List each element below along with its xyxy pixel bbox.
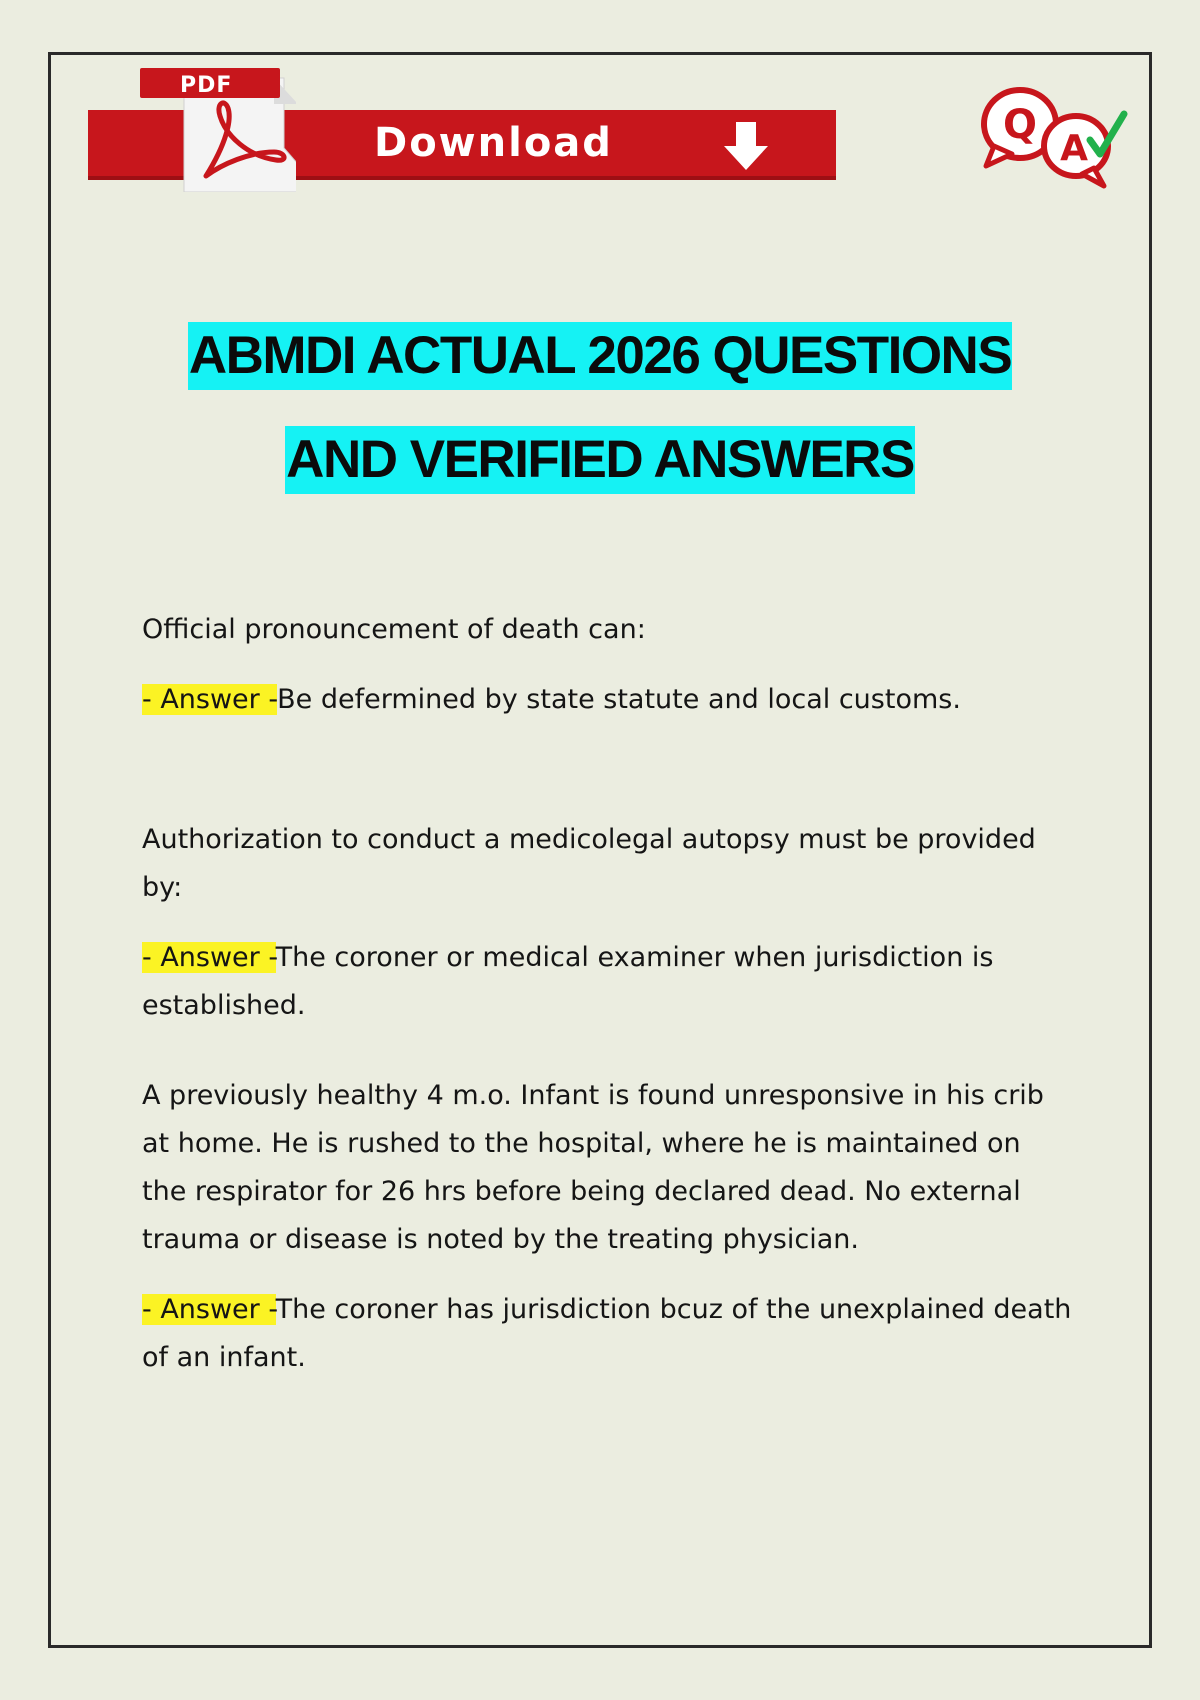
download-label[interactable]: Download (374, 120, 613, 166)
answer-text: The coroner has jurisdiction bcuz of the unexplained death of an infant. (142, 1294, 1072, 1373)
logo-q-letter: Q (1002, 102, 1038, 148)
answer-text: The coroner or medical examiner when jurisdiction is established. (142, 942, 994, 1021)
qa-logo (978, 80, 1128, 190)
question-text: A previously healthy 4 m.o. Infant is found unresponsive in his crib at home. He is rushed to the hospital, where he is maintained on the respirator for 26 hrs before being declared dead. No external trauma or disease is noted by the treating physician. (142, 1080, 1044, 1255)
arrow-down-icon[interactable] (718, 118, 774, 174)
answer-paragraph (142, 1286, 1072, 1382)
answer-tag: - Answer - (142, 1294, 276, 1325)
qa-item (142, 1072, 1072, 1382)
title-line-1 (0, 322, 1200, 390)
answer-paragraph (142, 934, 1072, 1030)
question-text: Authorization to conduct a medicolegal autopsy must be provided by: (142, 824, 1036, 903)
download-banner[interactable] (88, 62, 836, 192)
answer-text: Be defermined by state statute and local customs. (277, 684, 961, 715)
qa-item (142, 816, 1072, 1030)
logo-a-letter: A (1060, 128, 1088, 169)
title-text-1: ABMDI ACTUAL 2026 QUESTIONS (188, 322, 1012, 390)
title-text-2: AND VERIFIED ANSWERS (285, 426, 915, 494)
question-text: Official pronouncement of death can: (142, 614, 646, 645)
answer-paragraph (142, 676, 1072, 724)
title-line-2 (0, 426, 1200, 494)
pdf-file-icon[interactable] (136, 64, 296, 192)
pdf-tag-label: PDF (180, 73, 233, 98)
answer-tag: - Answer - (142, 684, 278, 715)
answer-tag: - Answer - (142, 942, 276, 973)
qa-item (142, 606, 1072, 724)
pdf-tag (140, 68, 280, 98)
